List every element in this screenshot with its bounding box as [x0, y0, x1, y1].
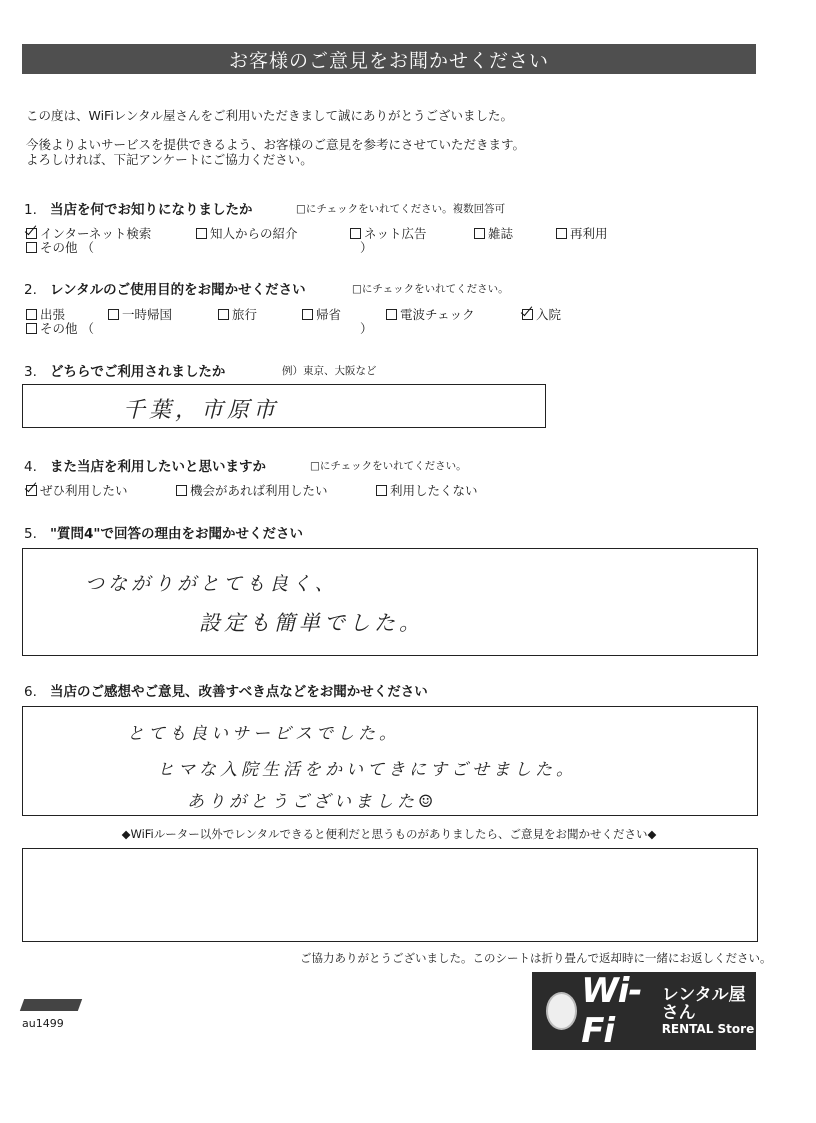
checkbox-icon[interactable] [196, 228, 207, 239]
option-label: インターネット検索 [40, 226, 152, 241]
q3-answer: 千葉，市原市 [123, 398, 280, 423]
option-label: 再利用 [570, 226, 608, 241]
option-label: ネット広告 [364, 226, 427, 241]
checkbox-icon[interactable] [26, 323, 37, 334]
option-label: 機会があれば利用したい [190, 483, 328, 498]
q3-note: 例）東京、大阪など [282, 365, 377, 377]
option-label: 旅行 [232, 307, 258, 322]
option-label: 雑誌 [488, 226, 514, 241]
q4-option-2[interactable] [176, 481, 328, 499]
footer-code: au1499 [22, 1017, 64, 1030]
q4-note: □にチェックをいれてください。 [310, 460, 467, 472]
q6-answer-box[interactable] [22, 706, 758, 816]
q1-option-2[interactable] [196, 224, 298, 242]
checkbox-icon[interactable] [26, 242, 37, 253]
logo-english-text: RENTAL Store [661, 1022, 755, 1037]
q5-number: 5. [24, 526, 37, 542]
option-label: 出張 [40, 307, 66, 322]
q4-number: 4. [24, 459, 37, 475]
q1-option-4[interactable] [474, 224, 513, 242]
logo-japanese-text: レンタル屋さん [661, 984, 746, 1024]
logo-wifi-text: Wi-Fi [581, 971, 642, 1051]
intro-line-2: 今後よりよいサービスを提供できるよう、お客様のご意見を参考にさせていただきます。 [26, 137, 526, 152]
q5-heading [24, 522, 303, 542]
q2-note: □にチェックをいれてください。 [352, 283, 509, 295]
checkbox-icon[interactable] [386, 309, 397, 320]
q6-heading [24, 680, 428, 700]
q2-other-close: ） [360, 321, 373, 336]
q7-answer-box[interactable] [22, 848, 758, 942]
q3-answer-box[interactable] [22, 384, 546, 428]
option-label: その他 （ [40, 321, 94, 336]
option-label: その他 （ [40, 240, 94, 255]
checkbox-icon[interactable] [474, 228, 485, 239]
checkbox-icon[interactable] [302, 309, 313, 320]
intro-line-1: この度は、WiFiレンタル屋さんをご利用いただきまして誠にありがとうございました。 [26, 108, 514, 123]
redacted-stamp [20, 999, 82, 1011]
q6-answer-line-2: ヒマな入院生活をかいてきにすごせました。 [157, 760, 577, 780]
checkbox-icon[interactable] [376, 485, 387, 496]
q2-option-other[interactable] [26, 319, 94, 337]
option-label: 利用したくない [390, 483, 478, 498]
option-label: 帰省 [316, 307, 342, 322]
q2-option-4[interactable] [302, 305, 341, 323]
brand-logo [532, 972, 756, 1050]
q2-option-6[interactable] [522, 305, 561, 323]
q6-answer-line-3: ありがとうございました☺ [187, 792, 438, 812]
q5-answer-line-2: 設定も簡単でした。 [199, 611, 424, 635]
q4-option-3[interactable] [376, 481, 478, 499]
q7-heading: ◆WiFiルーター以外でレンタルできると便利だと思うものがありましたら、ご意見をお聞かせください◆ [121, 827, 657, 841]
q5-answer-box[interactable] [22, 548, 758, 656]
q6-number: 6. [24, 684, 37, 700]
option-label: ぜひ利用したい [40, 483, 128, 498]
q5-title: "質問4"で回答の理由をお聞かせください [50, 526, 303, 542]
q4-heading [24, 455, 266, 475]
q2-heading [24, 278, 306, 298]
q2-option-3[interactable] [218, 305, 257, 323]
q2-title: レンタルのご使用目的をお聞かせください [50, 282, 306, 298]
q5-answer-line-1: つながりがとても良く、 [85, 573, 338, 595]
q6-title: 当店のご感想やご意見、改善すべき点などをお聞かせください [50, 684, 428, 700]
checkbox-icon[interactable] [176, 485, 187, 496]
q2-number: 2. [24, 282, 37, 298]
checkbox-checked-icon[interactable] [522, 309, 533, 320]
q2-option-2[interactable] [108, 305, 172, 323]
q3-title: どちらでご利用されましたか [50, 364, 226, 380]
intro-line-3: よろしければ、下記アンケートにご協力ください。 [26, 152, 313, 167]
option-label: 入院 [536, 307, 562, 322]
q4-option-1[interactable] [26, 481, 128, 499]
q3-heading [24, 360, 225, 380]
q1-note: □にチェックをいれてください。複数回答可 [296, 203, 506, 215]
checkbox-icon[interactable] [556, 228, 567, 239]
q1-number: 1. [24, 202, 37, 218]
checkbox-icon[interactable] [108, 309, 119, 320]
q4-title: また当店を利用したいと思いますか [50, 459, 266, 475]
option-label: 知人からの紹介 [210, 226, 298, 241]
q3-number: 3. [24, 364, 37, 380]
q1-title: 当店を何でお知りになりましたか [50, 202, 253, 218]
footer-thanks: ご協力ありがとうございました。このシートは折り畳んで返却時に一緒にお返しください。 [300, 951, 772, 965]
survey-title: お客様のご意見をお聞かせください [22, 44, 756, 74]
q2-option-5[interactable] [386, 305, 475, 323]
option-label: 一時帰国 [122, 307, 173, 322]
checkbox-checked-icon[interactable] [26, 485, 37, 496]
checkbox-icon[interactable] [218, 309, 229, 320]
q1-option-other[interactable] [26, 238, 94, 256]
option-label: 電波チェック [400, 307, 475, 322]
q1-other-close: ） [360, 240, 373, 255]
q1-option-5[interactable] [556, 224, 608, 242]
mascot-icon [546, 992, 577, 1030]
q1-heading [24, 198, 253, 218]
q6-answer-line-1: とても良いサービスでした。 [127, 724, 400, 744]
